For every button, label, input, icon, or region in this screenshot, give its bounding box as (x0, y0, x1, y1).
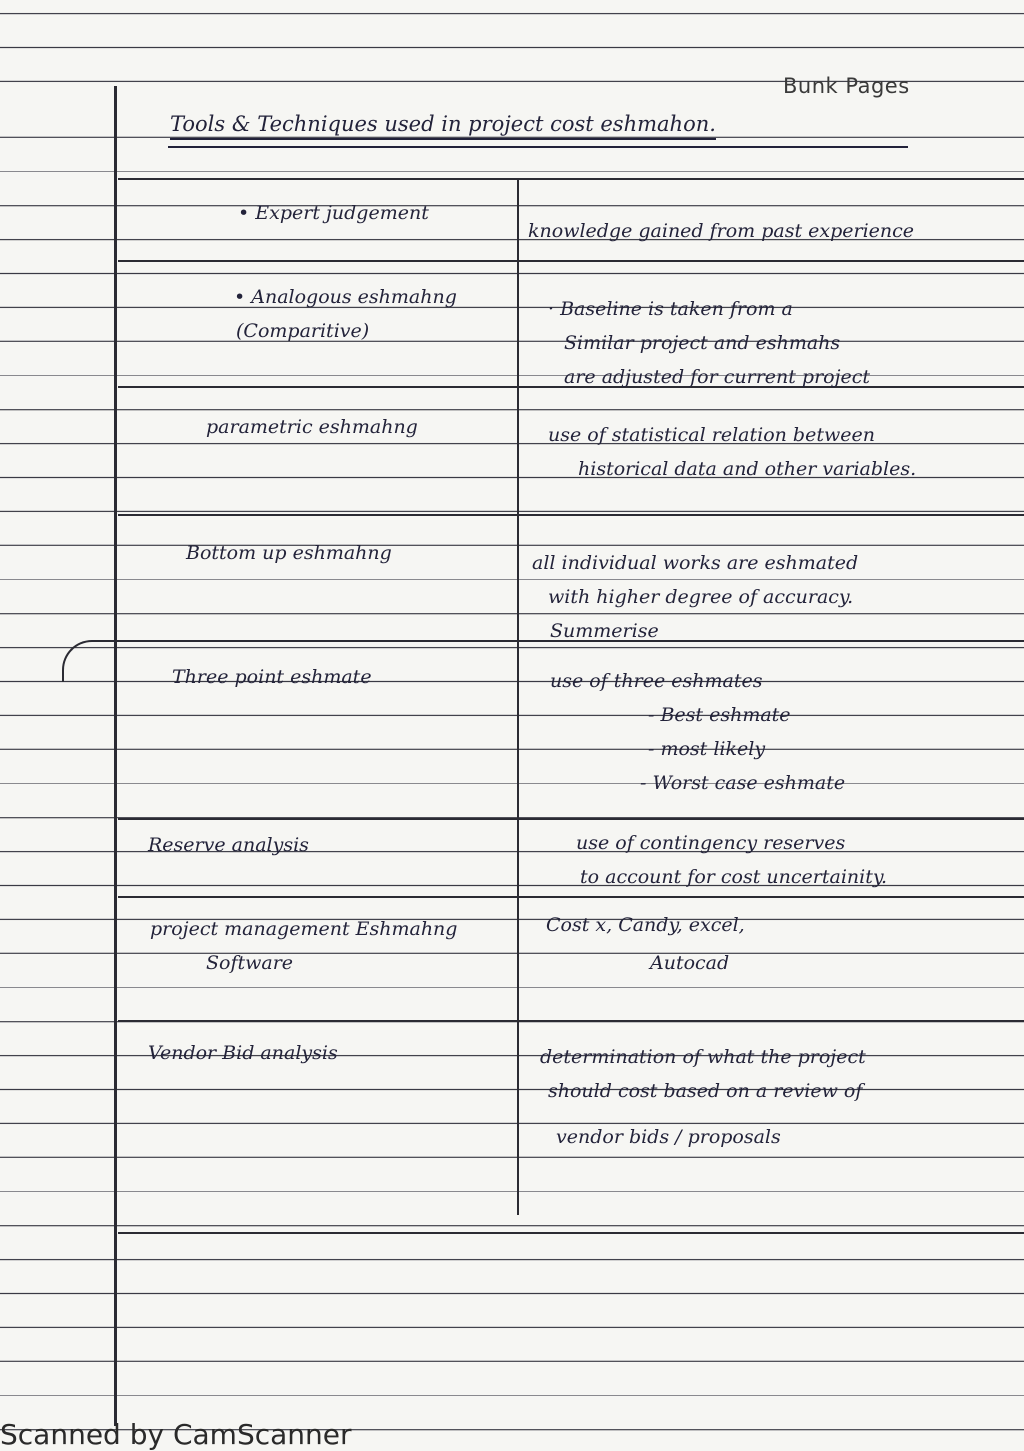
row-5-right-line-1: use of three eshmates (550, 670, 763, 692)
row-8-right-line-1: determination of what the project (540, 1046, 866, 1068)
row-6-right-line-1: use of contingency reserves (576, 832, 846, 854)
row-4-right-line-3: Summerise (550, 620, 659, 642)
row-8-right-line-2: should cost based on a review of (548, 1080, 863, 1102)
page-title: Tools & Techniques used in project cost eshmahon. (170, 112, 716, 140)
row-5-left-line-1: Three point eshmate (172, 666, 372, 688)
row-rule (118, 178, 1024, 180)
column-divider (517, 180, 519, 1215)
page-brand: Bunk Pages (783, 74, 910, 98)
row-rule (118, 818, 1024, 820)
row-3-left-line-1: parametric eshmahng (206, 416, 418, 438)
row-7-right-line-1: Cost x, Candy, excel, (546, 914, 745, 936)
row-2-left-line-1: • Analogous eshmahng (234, 286, 457, 308)
row-3-right-line-2: historical data and other variables. (578, 458, 917, 480)
row-7-left-line-1: project management Eshmahng (150, 918, 458, 940)
row-3-right-line-1: use of statistical relation between (548, 424, 875, 446)
row-2-left-line-2: (Comparitive) (236, 320, 370, 342)
row-6-right-line-2: to account for cost uncertainity. (580, 866, 888, 888)
row-5-right-line-2: - Best eshmate (648, 704, 791, 726)
row-4-right-line-1: all individual works are eshmated (532, 552, 859, 574)
scanner-watermark: Scanned by CamScanner (0, 1418, 352, 1451)
title-underline (168, 146, 908, 148)
row-rule (118, 1232, 1024, 1234)
row-2-right-line-3: are adjusted for current project (564, 366, 871, 388)
row-rule (118, 1020, 1024, 1022)
row-7-right-line-1-left: Software (206, 952, 294, 974)
row-5-right-line-3: - most likely (648, 738, 766, 760)
margin-line (114, 86, 117, 1426)
row-rule (118, 260, 1024, 262)
row-6-left-line-1: Reserve analysis (148, 834, 309, 856)
row-8-left-line-1: Vendor Bid analysis (148, 1042, 338, 1064)
row-2-right-line-1: · Baseline is taken from a (548, 298, 793, 320)
row-1-right-line-1: knowledge gained from past experience (528, 220, 915, 242)
row-7-right-line-2: Autocad (650, 952, 730, 974)
row-8-right-line-3: vendor bids / proposals (556, 1126, 781, 1148)
row-4-left-line-1: Bottom up eshmahng (186, 542, 392, 564)
row-rule (118, 514, 1024, 516)
row-rule (118, 896, 1024, 898)
margin-bracket-mark (62, 640, 124, 682)
row-5-right-line-4: - Worst case eshmate (640, 772, 846, 794)
row-4-right-line-2: with higher degree of accuracy. (548, 586, 854, 608)
row-1-left-line-1: • Expert judgement (238, 202, 429, 224)
row-2-right-line-2: Similar project and eshmahs (564, 332, 841, 354)
